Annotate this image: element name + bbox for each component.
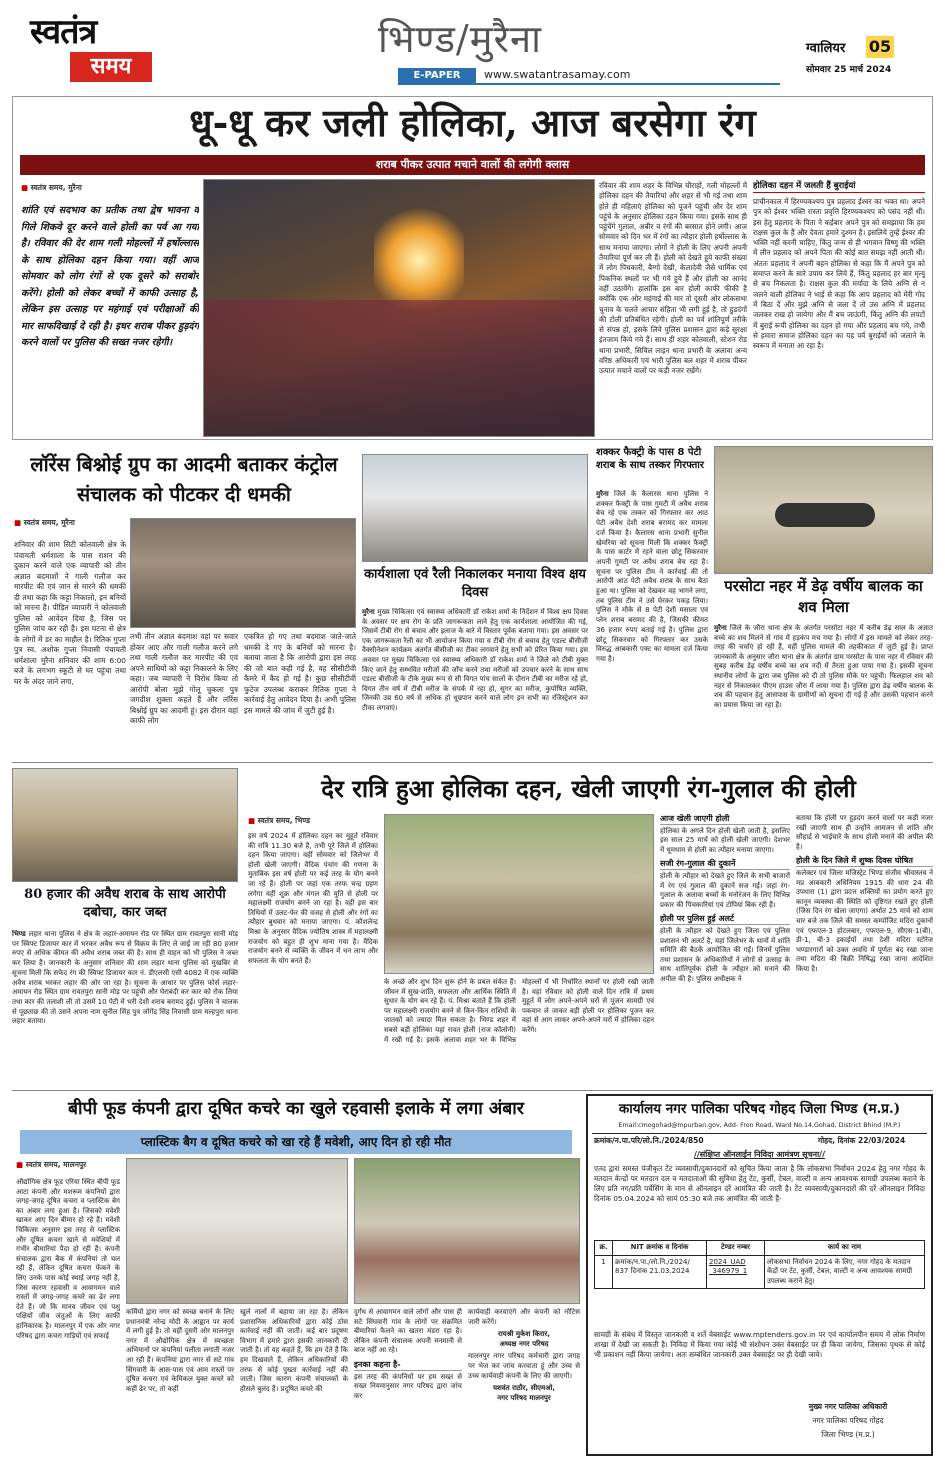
tender-notice [586,1094,933,1456]
td-tender-no: 2024_UAD _346979_1 [707,1255,765,1289]
divider-row3 [12,1090,933,1091]
liquor-headline: शक्कर फैक्ट्री के पास 8 पेटी शराब के साथ तस्कर गिरफ्तार [596,447,704,471]
tb-rally-photo [362,454,588,562]
holi-sub4-text: कलेक्टर एवं जिला मजिस्ट्रेट भिण्ड संजीव श्रीवास्तव ने मप्र आबकारी अधिनियम 1915 की धारा 24 की उपधारा (1) द्वारा प्रदत्त शक्तियों का प्रयोग करते हुए कानून व्यवस्था की स्थिति को दृष्टिगत रखते हुए होली (जिस दिन रंग खेला जाएगा) अर्थात 25 मार्च को शाम चार बजे तक जिले की समस्त कम्पोजिट मदिरा दुकानों एवं एफएल-3 होटलबार, एफएल-9, सीएस-1(बी), डी-1, बी-3 इकाईयों तथा देशी मदिरा स्टोरेज भण्डारगारों को उक्त अवधि में पूर्णतः बंद रखा जाना तथा मदिरा की बिक्री निषिद्ध रखा जाना आदेशित किया है। [796,868,933,973]
city-label: ग्वालियर [806,41,846,56]
th-work: कार्य का नाम [765,1241,925,1256]
tender-table-header [595,1241,925,1256]
logo-bottom: समय [70,52,152,82]
bp-quote1-role: अध्यक्ष नगर परिषद [499,1339,549,1348]
bp-kicker: प्लास्टिक बैग व दूषित कचरे को खा रहे हैं मवेशी, आए दिन हो रही मौत [20,1130,572,1154]
lead-side-head: होलिका दहन में जलती हैं बुराईयां [753,181,925,193]
seize-story [12,768,238,1088]
tb-story [362,446,588,758]
lawrence-story [12,446,356,758]
lead-body: रविवार की शाम शहर के विभिन्न चौराहों, गली मोहल्लों में होलिका दहन की तैयारियां और शहर से भी गई तथा शाम होते ही महिलाएं होलिका को पूजने पहुंची और देर शाम पहुंचे के अनुसार होलिका दहन किया गया। इसके साथ ही पहुंचेंगे गुलाल, अबीर व रंगों की बरसात होने लगी। आज सोमवार को दिन भर में रंगों का त्यौहार होली हर्षोल्लास के साथ मनाया जाएगा। लोगों ने होली के लिए अपनी अपनी तैयारियां पूर्ण कर ली हैं। होली को देखते हुये काफी संख्या में लोग पिचकारी, बैग्गो देखी, केलादेवी जैसे धार्मिक एवं पिकनिक स्थलों पर भी गये हुये हैं और होली का आनंद वहीं उठायेंगे। हालांकि इस बार होली काफी फीकी है क्योंकि एक ओर महंगाई की मार तो दूसरी ओर लोकसभा चुनाव के चलते आचार संहिता भी लगी हुई है, तो हुडदंगों की टोली प्रतिबंधित रहेगी। होली का पर्व शांतिपूर्ण तरीके से संपन्न हो, इसके लिये पुलिस प्रशासन द्वारा कड़े सुरक्षा इंतजाम किये गये हैं। साथ ही शहर कोतवाली, स्टेशन रोड थाना प्रभारी, सिविल लाइन थाना प्रभारी के अलावा अन्य वरिष्ठ अधिकारी एवं भारी पुलिस बल शहर में शराब पीकर उत्पात मचाने वालों पर कड़ी नजर रखेंगे। [599,181,747,376]
lead-side-body: प्राचीनकाल में हिरण्यकश्यप पुत्र प्रहलाद ईश्वर का भक्त था। अपने पुत्र को ईश्वर भक्ति रास्ता प्रवृत्ति हिरण्यकश्यप को पसंद नहीं थी। इस हेतु प्रहलाद के पिता ने कईबार अपने पुत्र को समझाया कि हम राक्षस कुल के हैं और देवता हमारे दुश्मन है। इसलिये तुम्हें ईश्वर की भक्ति नहीं करनी चाहिए, किंतु जन्म से ही भगवान विष्णु की भक्ति में लीन प्रहलाद को अपने पिता की कोई बात समझ नहीं आती थी। अंततः प्रहलाद ने अपनी बहन होलिका से कहा कि मैं अपने पुत्र को समाप्त करने के सारे उपाय कर लिये हैं, किंतु प्रहलाद हर बार मृत्यु से बच निकलता है। राक्षस कुल की मर्यादा के लिये अग्नि से न जलने वाली होलिका ने भाई से कहा कि आप प्रहलाद को मेरी गोद में बिठा दें और मुझे अग्नि से जला दें तो उस अग्नि में प्रहलाद जलकर राख हो जायेगा और मैं बच जाऊंगी, किंतु अग्नि की लपटों में बुराई रूपी होलिका का दहन हो गया और प्रहलाद बच गये, तभी से हमारा समाज होलिका दहन का यह पर्व बुराईयों को जलाने के स्वरूप में मनाता आ रहा है। [753,197,925,351]
bp-col4 [354,1308,462,1454]
seize-headline: 80 हजार की अवैध शराब के साथ आरोपी दबोचा, कार जब्त [24,887,226,920]
lawrence-headline: लॉरेंस बिश्नोई ग्रुप का आदमी बताकर कंट्रोल संचालक को पीटकर दी धमकी [30,453,338,506]
edition-title: भिण्ड/मुरैना [378,17,542,61]
liquor-body [596,490,708,756]
bp-photo-right [354,1158,580,1304]
lawrence-col1: शनिवार की शाम सिटी कोतवाली क्षेत्र के पंचायती धर्मशाला के पास राशन की दुकान करने वाले एक व्यापारी को तीन अज्ञात बदमाशों ने गाली गलौज कर मारपीट की एवं जान से मारने की धमकी दी तथा कहा कि कट्टा निकालो, इन बनियों को मारना है। पीड़ित व्यापारी ने कोतवाली पुलिस को आवेदन दिया है, जिस पर पुलिस जांच कर रही है। इस घटना से क्षेत्र के लोगों में डर का माहौल है। रितिक गुप्ता पुत्र स्व. अशोक गुप्ता निवासी पंचायती धर्मशाला मुरैना शनिवार की शाम 6:00 बजे के लगभग स्कूटी से घर पहुंचा तथा घर के अंदर जाने लगा, [14,540,126,686]
bp-quote1-name: रायश्री मुकेश किरार, [497,1330,551,1339]
th-serial: क्र. [595,1241,613,1256]
bp-sub1: इनका कहना है- [354,1360,462,1371]
tb-dateline: मुरैना [362,608,375,616]
lead-story [12,96,933,440]
tender-sign-2: नगर पालिका परिषद गोहद [812,1416,884,1425]
tender-intro: एतद द्वारा समस्त पंजीकृत टेंट व्यवसायी/दुकानदारों को सूचित किया जाता है कि लोकसभा निर्वाचन 2024 हेतु नगर गोहद के मतदान केन्द्रों पर मतदान दल व मतदाताओं की सुविधा हेतु टेंट, कुर्सी, टेबल, वाल्टी व अन्य आवश्यक सामग्री उपलब्ध कराने के लिए प्रति नग/प्रति पर्चेसिंग के मान से ऑनलाइन दरें आमंत्रित की जाती है। टेंट व्यवसायी/दुकानदारों की दरें ऑनलाइन निविदा दिनांक 05.04.2024 को सायं 05:30 बजे तक आमंत्रित की जाती हैं- [594,1164,925,1203]
holi-col2: के अच्छे और शुभ दिन शुरू होने के प्रबल संकेत हैं। जीवन में सुख-शांति, सफलता और आर्थिक स्थिति में सुधार के योग बन रहे हैं। पं. मिश्रा बताते हैं कि होली पर महालक्ष्मी राजयोग बनने से किन-किन राशियों के जातकों को ज्यादा मिल सकता है। भिण्ड शहर में सबसे बड़ी होलिका यहां रावत होली (राज कॉलोनी) में रखी गई है। इसके अलावा शहर भर के विभिन्न मोहल्लों में भी निर्धारित स्थानों पर होली रखी जाती है। वहां रविवार को होली वाले दिन रात्रि में प्रथम मुहूर्त में लोग अपने-अपने घरों से पूजन सामग्री एवं पकवान ले जाकर बड़ी होली पर होलिका पूजन कर वहां से आग लाकर अपने-अपने घरों में होलिका दहन करेंगे। [384,978,654,1044]
holi-headline: देर रात्रि हुआ होलिका दहन, खेली जाएगी रंग-गुलाल की होली [321,774,856,803]
tender-table [594,1240,925,1289]
lead-kicker: शराब पीकर उत्पात मचाने वालों की लगेगी क्लास [20,155,925,175]
tb-text: मुख्य चिकित्सा एवं स्वास्थ्य अधिकारी डॉ राकेश शर्मा के निर्देशन में विश्व क्षय दिवस के अवसर पर क्षय रोग के प्रति जागरूकता लाने हेतु एक कार्यशाला आयोजित की गई, जिसमें टीबी रोग से बचाव और इलाज के बारे में विस्तार पूर्वक बताया गया। इस अवसर पर एक जागरूकता रैली का भी आयोजन किया गया व टीबी रोग से बचाव हेतु एडल्ट बीसीजी वैक्सीनेशन कार्यक्रम अंतर्गत बीसीजी का टीका लगवाने हेतु सभी को प्रेरित किया गया। इस अवसर पर मुख्य चिकित्सा एवं स्वास्थ्य अधिकारी डॉ राकेश शर्मा ने जिले को टीबी मुक्त किए जाने हेतु सम्भवित मरीजों की जाँच करने तथा मरीजों को उपचार करने के साथ साथ एडल्ट बीसीजी के टीके मुख्य रूप से सी विगत पांच सालों के दौरान टीबी का मरीज रहे हो, विगत तीन वर्ष में टीबी मरीज के संपर्क में रहा हो, सुगर का मरीज, कुपोषित व्यक्ति, जिनकी उम्र 60 वर्ष से अधिक हो धूम्रपान करने वाले लोग इन सभी का रजिस्ट्रेशन कर टीका लगवाएं। [362,608,588,712]
holi-sub4: होली के दिन जिले में शुष्क दिवस घोषित [796,856,933,867]
lawrence-photo [130,518,356,628]
seize-text: लहार थाना पुलिस ने क्षेत्र के लहार-अमायन रोड पर स्थित ग्राम रावतपुरा सानी मोड़ पर स्विफ्ट डिजायर कार में भरकर अवैध रूप से विक्रय के लिए ले जाई जा रही 80 हजार रुपए से अधिक कीमत की अवैध शराब जब्त की है। साथ ही वाहन को भी पुलिस ने जब्त कर लिया है। जानकारी के अनुसार शनिवार की शाम लहार थाना पुलिस को मुखबिर से सूचना मिली कि सफेद रंग की स्विफ्ट डिजायर कार नं. डीएलसी एसी 4082 में एक व्यक्ति अवैध शराब भरकर लहार की ओर जा रहा है। सूचना के आधार पर पुलिस फोर्स लहार-अमायन रोड स्थित ग्राम रावतपुरा सानी मोड़ पर पहुंची और घेराबंदी कर कार को रोक लिया तथा कार की तलाशी ली तो उसमें 10 पेटी में भरी देशी शराब बरामद हुई। पुलिस ने चालक से पूछताछ की तो उसने अपना नाम सुनील सिंह पुत्र जोगेंद्र सिंह निवासी ग्राम मल्हपुरा थाना लहार बताया। [12,930,238,1026]
seize-photo [12,768,238,882]
tb-body [362,608,588,754]
holi-sub2-text: होली के त्यौहार को देखते हुए जिले के सभी बाजारों में रंग एवं गुलाल की दुकानें सज गईं। जहां रंग-गुलाल के अलावा बच्चों के मनोरंजन के लिए विभिन्न प्रकार की पिचकारियां एवं टोपियां बिक रही हैं। [660,871,790,909]
lead-headline: धू-धू कर जली होलिका, आज बरसेगा रंग [189,100,756,145]
masthead [0,0,945,92]
bp-col5-text: कार्यवाही करवाएंगे और कंपनी को नोटिस जारी करेंगे। [468,1308,580,1326]
bp-headline: बीपी फूड कंपनी द्वारा दूषित कचरे का खुले रहवासी इलाके में लगा अंबार [68,1099,524,1119]
th-tender-no: टेण्डर नम्बर [707,1241,765,1256]
tender-subject: //संक्षिप्त ऑनलाईन निविदा आमंत्रण सूचना// [693,1150,826,1159]
tender-contact: Email:cmogohad@mpurban.gov, Add- Fron Road, Ward No.14,Gohad, District Bhind (M.P.) [592,1122,927,1134]
td-work: लोकसभा निर्वाचन 2024 के लिए, नगर गोहद के मतदान केंद्रों पर टेंट, कुर्सी, टेबल, वाल्टी व अन्य आवश्यक सामग्री उपलब्ध कराने हेतु। [765,1255,925,1289]
tender-date: गोहद, दिनांक 22/03/2024 [818,1136,906,1145]
issue-date: सोमवार 25 मार्च 2024 [806,65,892,75]
tender-footer: सामग्री के संबंध में विस्तृत जानकारी व शर्ते वेबसाईट www.mptenders.gov.in पर एवं कार्यालयीन समय में लोक निर्माण शाखा में देखी जा सकती है। निविदा में किया गया कोई भी संशोधन उक्त वेबसाईट पर ही किया जायेगा, जिसका पृथक से कोई भी प्रकाशन नहीं किया जायेगा। अतः सम्बंधित जानकारी उक्त वेबसाईट पर ही देखी जावे। [594,1330,925,1359]
lead-intro: शांति एवं सदभाव का प्रतीक तथा द्वेष भावना व गिले शिकवे दूर करने वाले होली का पर्व आ गया है। रविवार की देर शाम गली मोहल्लों में हर्षोल्लास के साथ होलिका दहन किया गया। वहीं आज सोमवार को लोग रंगों से एक दूसरे को सराबोर करेंगे। होली को लेकर बच्चों में काफी उत्साह है, लेकिन इस उत्साह पर महंगाई एवं परीक्षाओं की मार साफदिखाई दे रही है। इधर शराब पीकर हुड़दंग करने वालों पर पुलिस की सख्त नजर रहेगी। [21,205,199,348]
th-nit: NIT क्रमांक व दिनांक [613,1241,707,1256]
bp-col1: औद्योगिक क्षेत्र फूड एरिया स्थित बीपी फूड आटा कंपनी और मशरूम कंपनियों द्वारा जगह-जगह दूषित कचरा व प्लास्टिक बेग का अंबार लगा हुआ है। जिसको मवेशी खाकर आए दिन बीमार हो रहे हैं। मवेशी चिकित्सा अनुसार इस तरह से प्लास्टिक और दूषित कचरा खाने से मवेशियों में गंभीर बीमारियां पैदा हो रही हैं। कंपनी संचालक द्वारा बैक में कंपनियां तो चल रही हैं, लेकिन दूषित कचरा फेंकने के लिए उनके पास कोई स्थाई जगह नहीं है, जिस कारण रहवासी व आवागमन वाले रास्तों में जगह-जगह कचरे का ढेर लगा देते हैं। जो कि मानव जीवन एवं पशु पक्षियों जीव जंतुओं के लिए काफी हानिकारक है। मालनपुर में एक ओर नगर परिषद द्वारा कचरा गाड़ियों एवं सफाई [16,1178,120,1340]
bp-quote2-role: नगर परिषद मालनपुर [497,1393,551,1402]
tender-sign-1: मुख्य नगर पालिका अधिकारी [808,1402,888,1411]
holi-sub3: होली पर पुलिस हुई अलर्ट [660,914,790,925]
holi-sub2: सजी रंग-गुलाल की दुकानें [660,859,790,870]
tender-table-row [595,1255,925,1289]
seize-dateline: भिण्ड [12,930,26,938]
bp-sub1-text: इस तरह की कंपनियों पर हम सख्त से सख्त नियमानुसार नगर परिषद द्वारा जांच कर [354,1372,462,1400]
masthead-rule [398,83,780,85]
parsota-story [714,446,933,758]
holi-sub1-text: होलिका के अगले दिन होली खेली जाती है, इसलिए इस साल 25 मार्च को होली खेली जाएगी। देशभर में धूमधाम से होली का त्यौहार मनाया जाएगा। [660,826,790,854]
td-nit: क्रमांक/न.पा./लो.नि./2024/ 837 दिनांक 21.03.2024 [613,1255,707,1289]
bp-photo-left [126,1158,348,1304]
parsota-body [714,624,933,756]
epaper-badge: E-PAPER [398,68,476,83]
tb-headline: कार्यशाला एवं रैली निकालकर मनाया विश्व क्षय दिवस [364,567,586,600]
td-serial: 1 [595,1255,613,1289]
bp-story [12,1094,580,1456]
lawrence-byline: ■ स्वतंत्र समय, मुरैना [14,518,75,528]
website-link[interactable]: www.swatantrasamay.com [484,68,631,81]
holi-col4-text: बताया कि होली पर हुड़दंग करने वालों पर कड़ी नजर रखी जाएगी साथ ही उन्होंने आमजन से शांति और सौहार्द्र से भाईचारे के साथ होली मनाने की अपील की है। [796,814,933,851]
parsota-text: जिले के जौरा थाना क्षेत्र के अंतर्गत परसोटा नहर में करीब डेढ़ साल के अज्ञात बच्चे का शव मिलने से गांव में हड़कंप मच गया है। लोगों में इस मामले को लेकर तरह-तरह की चर्चाएं हो रही हैं, वहीं पुलिस मामले की तहकीकात में जुटी हुई है। प्राप्त जानकारी के अनुसार जौरा थाना क्षेत्र के अंतर्गत ग्राम परसोटा के पास नहर में रविवार की सुबह करीब डेढ़ वर्षीय बच्चे का शव नदी में तैरता हुआ पाया गया है। इसकी सूचना स्थानीय लोगों के द्वारा जब पुलिस को दी तो पुलिस मौके पर पहुंची। फिलहाल शव को नहर से निकालकर पीएम हाउस जौरा में लाया गया है। पुलिस द्वारा डेढ़ वर्षीय बालक के शव की पहचान हेतु आसपास के ग्रामीणों को सूचना दी गई है और उसकी पहचान करने का प्रयास किया जा रहा है। [714,624,933,709]
holi-byline: ■ स्वतंत्र समय, भिण्ड [248,816,310,826]
holi-col4 [796,814,933,1086]
crowd-shape [204,300,595,437]
holi-story [244,768,933,1088]
liquor-dateline: मुरैना [596,490,609,498]
lead-byline: ■ स्वतंत्र समय, मुरैना [21,183,82,193]
seize-body [12,930,238,1086]
holi-sub3-text: होली के त्यौहार को देखते हुए जिला एवं पुलिस प्रशासन भी अलर्ट है, यहां जिलेभर के थानों में शांति समिति की बैठकें आयोजित की गईं। जिनमें पुलिस तथा प्रशासन के अधिकारियों ने लोगों से उत्साह के साथ शांतिपूर्वक होली के त्यौहार को मनाने की अपील की है। पुलिस अधीक्षक ने [660,926,790,983]
holi-col3 [660,814,790,1086]
tender-title: कार्यालय नगर पालिका परिषद गोहद जिला भिण्ड (म.प्र.) [618,1101,901,1117]
bp-quote2-name: यशवंत राठौर, सीएमओ, [492,1384,556,1393]
bp-col5 [468,1308,580,1454]
page-number: 05 [866,36,894,58]
holi-col1: इस वर्ष 2024 में होलिका दहन का मुहूर्त रविवार की रात्रि 11.30 बजे है, तभी पूरे जिले में होलिका दहन किया जाएगा। वहीं सोमवार को जिलेभर में होली खेली जाएगी। वैदिक पंचांग की गणना के मुताबिक इस वर्ष होली पर कई तरह के योग बनने जा रहे हैं। होली पर जहां एक तरफ चन्द्र ग्रहण लगेगा वहीं शुक्र और मंगल की युति से होली पर महालक्ष्मी राजयोग बनने जा रहा है। वहीं इस बार तिथियों में उलट-फेर की वजह से होली और रंगों का त्यौहार बुधवार को मनाया जाएगा। पं. कौशलेन्द्र मिश्रा के अनुसार वैदिक ज्योतिष शास्त्र में महालक्ष्मी राजयोग को बहुत ही शुभ माना गया है। वैदिक राजयोग बनने से व्यक्ति के जीवन में धन लाभ और सफलता के योग बनते हैं। [248,832,378,965]
lawrence-col3: एकत्रित हो गए तथा बदमाश जाते-जाते धमकी दे गए के बनियों को मारना है। बताया जाता है कि आरोपी द्वारा इस तरह की जो बात कही गई है, वह सीसीटीवी कैमरे में कैद हो गई है। कुछ सीसीटीवी फुटेज उपलब्ध कराकर रितिक गुप्ता ने कार्रवाई हेतु आवेदन दिया है। अभी पुलिस इस मामले की जांच में जुटी हुई है। [244,632,356,715]
logo-top: स्वतंत्र [30,12,97,52]
holi-sub1: आज खेली जाएगी होली [660,814,790,825]
divider-row2 [12,762,933,763]
parsota-headline: परसोटा नहर में डेढ़ वर्षीय बालक का शव मिला [724,577,923,616]
parsota-dateline: मुरैना [714,624,727,632]
liquor-text: जिले के कैलारस थाना पुलिस ने शक्कर फैक्ट्री के पास गुमटी में अवैध शराब बेच रहे एक तस्कर को गिरफ्तार कर आठ पेटी अवैध देशी शराब बरामद कर मामला दर्ज किया है। कैलारस थाना प्रभारी सुनील खेमरिया को सूचना मिली कि शक्कर फैक्ट्री के पास कार्टर में रहने वाला छोटू सिकरवार अपनी गुमटी पर अवैध शराब बेच रहा है। सूचना पर पुलिस टीम ने कार्रवाई की तो आरोपी आठ पेटी अवैध शराब के साथ बैठा हुआ था। पुलिस को देखकर वह भागने लगा, तब पुलिस टीम ने उसे घेरकर पकड़ लिया। पुलिस ने मौके से 8 पेटी देशी मसाला एवं प्लेन शराब बरामद की है, जिसकी कीमत 36 हजार रुपए बताई गई है। पुलिस द्वारा छोटू सिकरवार को गिरफ्तार कर उसके विरुद्ध आबकारी एक्ट का मामला दर्ज किया गया है। [596,490,708,663]
lead-photo [203,179,595,437]
tender-ref: क्रमांक/न.पा.परि/लो.नि./2024/850 [594,1136,704,1145]
tender-sign-3: जिला भिण्ड (म.प्र.) [821,1430,875,1439]
lawrence-col2: तभी तीन अज्ञात बदमाश वहां पर सवार होकर आए और गाली गलौज करने लगे तथा गाली गलौज कर मारपीट की एवं अपने साथियों को कट्टा निकालने के लिए कहा। जब व्यापारी ने विरोध किया तो आरोपी बोला मुझे गोलू चुकला पुत्र जगदीश शुक्ला कहते हैं और लॉरेंस बिश्नोई ग्रुप का आदमी हूं। इस दौरान वहां काफी लोग [130,632,238,725]
body-silhouette [775,503,875,527]
holi-pyre-photo [384,814,654,974]
bp-col4-text: दुर्गंध से आवागमन वाले लोगों और पास ही सटे सिंघवारी गांव के लोगों पर संक्रमित बीमारियां फैलने का खतरा मंडरा रहा है। लेकिन कंपनी संचालक अपनी मनमानी से बाज नहीं आ रहे। [354,1308,462,1355]
bp-col3: खुले नालों में बहाया जा रहा है। लेकिन प्रशासनिक अधिकारियों द्वारा कोई ठोस कार्रवाई नहीं की जाती। कई बार प्रदूषण विभाग में हमारे द्वारा इसकी जानकारी दी जाती है। तो वह कहते हैं, कि हम देते हैं कि हम दिखवाते हैं, लेकिन अधिकारियों की तरफ से कोई पुख्ता कार्रवाई नहीं की जाती। जिस कारण कंपनी संचालकों के हौसले बुलंद हैं। प्रदूषित कचरे की [240,1308,348,1393]
parsota-photo [714,446,933,574]
bp-col5-text2: मालनपुर नगर परिषद कर्मचारी द्वारा जगह पर भेज कर जांच करवाता हूं और उच्च से उच्च कार्यवाही कंपनी के लिए की जाएगी। [468,1352,580,1380]
bp-byline: ■ स्वतंत्र समय, मालनपुर [16,1160,86,1170]
bp-col2: कर्मियों द्वारा नगर को स्वच्छ बनाने के लिए प्रधानमंत्री नरेन्द्र मोदी के आह्वान पर कार्य में लगी हुई है। तो वहीं दूसरी ओर मालनपुर नगर में औद्योगिक क्षेत्र में स्वच्छता अभियानों पर कंपनियां पलीता लगाती नजर आ रही हैं। कंपनियां द्वारा नगर से सटे गांव सिंगवारी के आस-पास एवं आम रास्तों पर दूषित कचरा एवं केमिकल युक्त कचरे को कहीं ढेर पर, तो कहीं [126,1308,234,1393]
liquor-story [594,446,708,758]
